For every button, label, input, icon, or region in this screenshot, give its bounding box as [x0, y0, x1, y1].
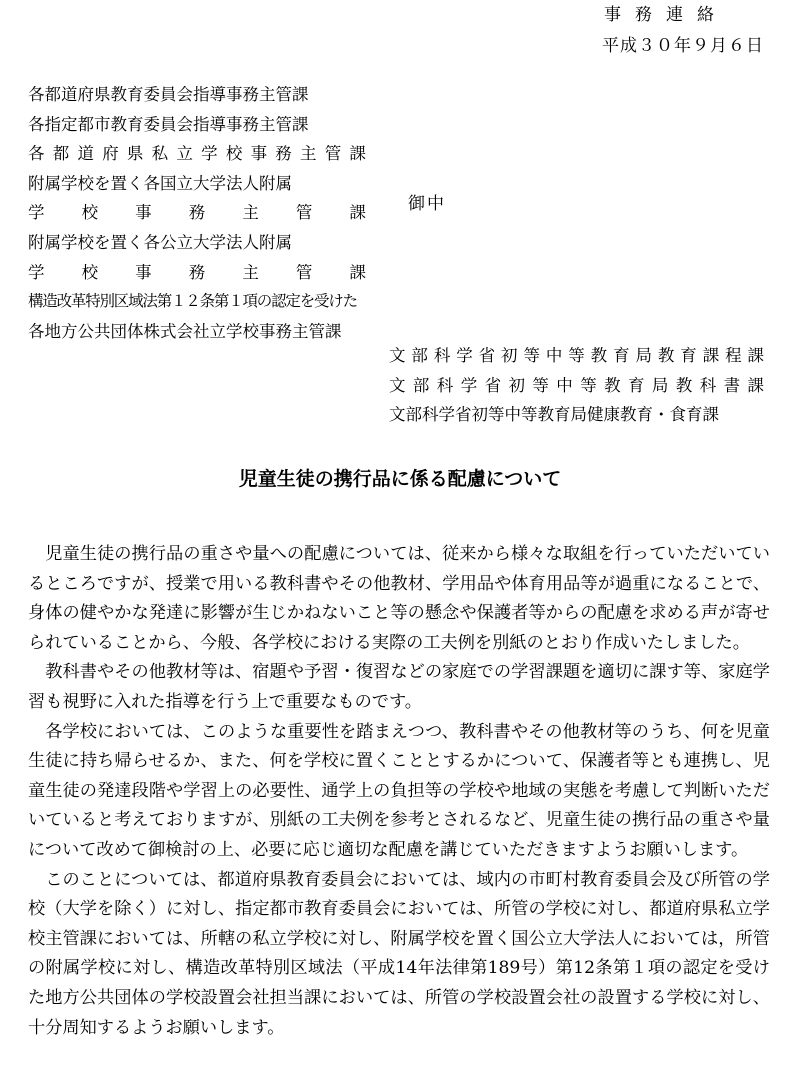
document-date: 平成３０年９月６日: [602, 36, 764, 56]
sender-list: [389, 341, 764, 430]
sender-line: 文部科学省初等中等教育局教科書課: [389, 375, 764, 395]
document-title: 児童生徒の携行品に係る配慮について: [238, 468, 562, 490]
recipient-line: 学校事務主管課: [28, 262, 366, 282]
recipient-line: 附属学校を置く各公立大学法人附属: [28, 232, 292, 252]
sender-line: 文部科学省初等中等教育局健康教育・食育課: [389, 405, 719, 424]
body-paragraph: 教科書やその他教材等は、宿題や予習・復習などの家庭での学習課題を適切に課す等、家庭学習も視野に入れた指導を行う上で重要なものです。: [28, 662, 770, 712]
document-type: 事務連絡: [604, 5, 728, 25]
recipient-line: 附属学校を置く各国立大学法人附属: [28, 173, 292, 193]
body-paragraph: このことについては、都道府県教育委員会においては、域内の市町村教育委員会及び所管の学校（大学を除く）に対し、指定都市教育委員会においては、所管の学校に対し、都道府県私立学校主管課においては、所轄の私立学校に対し、附属学校を置く国公立大学法人においては，所管の附属学校に対し、構造改革特別区域法（平成14年法律第189号）第12条第１項の認定を受けた地方公共団体の学校設置会社担当課においては、所管の学校設置会社の設置する学校に対し、十分周知するようお願いします。: [28, 869, 770, 1038]
recipient-line: 各地方公共団体株式会社立学校事務主管課: [28, 321, 342, 341]
document-body: [28, 540, 770, 1043]
recipient-line: 学校事務主管課: [28, 203, 366, 223]
recipient-line: 各都道府県教育委員会指導事務主管課: [28, 85, 309, 104]
recipient-line: 構造改革特別区域法第１２条第１項の認定を受けた: [28, 292, 357, 311]
recipient-list: [28, 80, 388, 346]
honorific: 御中: [408, 194, 446, 214]
document-header: [602, 0, 764, 62]
recipient-line: 各指定都市教育委員会指導事務主管課: [28, 114, 309, 134]
recipient-line: 各都道府県私立学校事務主管課: [28, 144, 366, 164]
sender-line: 文部科学省初等中等教育局教育課程課: [389, 346, 764, 365]
body-paragraph: 各学校においては、このような重要性を踏まえつつ、教科書やその他教材等のうち、何を児童生徒に持ち帰らせるか、また、何を学校に置くこととするかについて、保護者等とも連携し、児童生徒の発達段階や学習上の必要性、通学上の負担等の学校や地域の実態を考慮して判断いただいていると考えておりますが、別紙の工夫例を参考とされるなど、児童生徒の携行品の重さや量について改めて御検討の上、必要に応じ適切な配慮を講じていただきますようお願いします。: [28, 721, 770, 860]
body-paragraph: 児童生徒の携行品の重さや量への配慮については、従来から様々な取組を行っていただいているところですが、授業で用いる教科書やその他教材、学用品や体育用品等が過重になることで、身体の健やかな発達に影響が生じかねないこと等の懸念や保護者等からの配慮を求める声が寄せられていることから、今般、各学校における実際の工夫例を別紙のとおり作成いたしました。: [28, 544, 770, 653]
